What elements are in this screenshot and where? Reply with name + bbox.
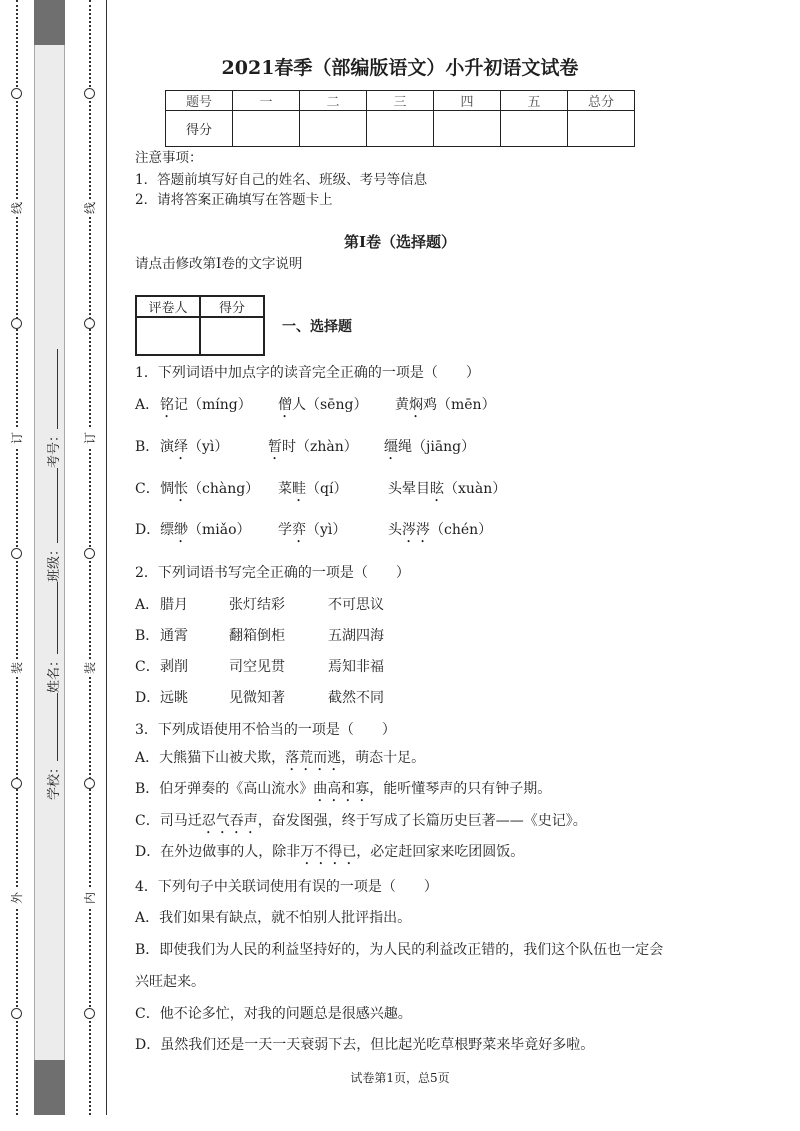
- question-stem: 1．下列词语中加点字的读音完全正确的一项是（ ）: [135, 365, 480, 381]
- option-word: 截然不同: [328, 690, 384, 706]
- option-text: 大熊猫下山被犬欺，: [159, 750, 286, 766]
- option-line: [135, 1005, 412, 1023]
- word-rest: （chén）: [430, 522, 493, 538]
- exam-number-label: 考号：: [47, 428, 62, 468]
- inner-circle-mark: [84, 318, 95, 329]
- score-header: 五: [501, 91, 568, 111]
- option-continuation: 兴旺起来。: [135, 974, 205, 990]
- score-header: 二: [300, 91, 367, 111]
- dotted-char: 畦: [292, 481, 306, 497]
- score-table: [165, 90, 635, 147]
- option-word: 五湖四海: [328, 628, 384, 644]
- inner-circle-mark: [84, 88, 95, 99]
- option-label: C．: [135, 481, 160, 497]
- inner-mark-nei: 内: [81, 889, 99, 907]
- option-word: [160, 396, 252, 421]
- question-stem: 2．下列词语书写完全正确的一项是（ ）: [135, 565, 410, 581]
- grader-box: [135, 295, 265, 356]
- word-rest: 时（zhàn）: [282, 439, 358, 455]
- option-label: C．: [135, 813, 160, 829]
- option-word: 远眺: [160, 690, 188, 706]
- dotted-char: 弈: [292, 522, 306, 538]
- grader-header: 评卷人: [136, 296, 200, 317]
- part-title: 第I卷（选择题）: [343, 233, 457, 251]
- option-text: ，萌态十足。: [341, 750, 426, 766]
- outer-circle-mark: [11, 778, 22, 789]
- word-rest: 鸡（mēn）: [423, 397, 496, 413]
- inner-circle-mark: [84, 778, 95, 789]
- option-label: B．: [135, 439, 160, 455]
- option-word: 见微知著: [229, 690, 285, 706]
- option-word: [395, 396, 496, 421]
- word-rest: 绳（jiāng）: [398, 439, 476, 455]
- word-pre: 头: [388, 522, 402, 538]
- option-text: 司马迁: [159, 813, 202, 829]
- option-line: [135, 780, 551, 798]
- option-word: 司空见贯: [229, 659, 285, 675]
- page-title: 2021春季（部编版语文）小升初语文试卷: [221, 57, 579, 79]
- name-label: 姓名：: [47, 653, 62, 693]
- dotted-char: 焖: [409, 397, 423, 413]
- dotted-idiom: 曲高和寡: [313, 781, 370, 797]
- option-label: D．: [135, 844, 161, 860]
- option-word: 翻箱倒柜: [229, 628, 285, 644]
- option-word: [278, 480, 347, 505]
- inner-mark-xian: 线: [81, 199, 99, 217]
- outer-mark-zhuang: 装: [8, 659, 26, 677]
- outer-circle-mark: [11, 1008, 22, 1019]
- option-line: [135, 812, 587, 830]
- word-rest: （xuàn）: [444, 481, 507, 497]
- option-word: 焉知非福: [328, 659, 384, 675]
- option-line: [135, 941, 663, 959]
- option-text: 他不论多忙，对我的问题总是很感兴趣。: [159, 1006, 412, 1022]
- part-description: 请点击修改第I卷的文字说明: [135, 256, 303, 272]
- option-label: D．: [135, 1037, 161, 1053]
- option-label: B．: [135, 628, 160, 644]
- inner-mark-ding: 订: [81, 429, 99, 447]
- option-label: A．: [135, 597, 160, 613]
- option-word: [388, 480, 506, 505]
- school-label: 学校：: [47, 760, 62, 800]
- option-text: 我们如果有缺点，就不怕别人批评指出。: [159, 910, 412, 926]
- option-line: [135, 1036, 594, 1054]
- inner-mark-zhuang: 装: [81, 659, 99, 677]
- option-label: C．: [135, 1006, 160, 1022]
- option-text: 在外边做事的人，除非: [160, 844, 301, 860]
- option-line: [135, 749, 425, 767]
- margin-line: [106, 0, 107, 1115]
- dotted-char: 怅: [174, 481, 188, 497]
- option-word: [160, 438, 228, 463]
- dotted-char: 缰: [384, 439, 398, 455]
- word-rest: 记（míng）: [174, 397, 252, 413]
- question-stem: 4．下列句子中关联词使用有误的一项是（ ）: [135, 879, 438, 895]
- student-info-fields: [45, 320, 65, 800]
- option-line: [135, 843, 524, 861]
- name-blank: [57, 582, 58, 654]
- option-text: ，能听懂琴声的只有钟子期。: [369, 781, 552, 797]
- word-pre: 头晕目: [388, 481, 430, 497]
- inner-circle-mark: [84, 548, 95, 559]
- outer-circle-mark: [11, 548, 22, 559]
- score-header: 一: [233, 91, 300, 111]
- option-text: 即使我们为人民的利益坚持好的，为人民的利益改正错的，我们这个队伍也一定会: [159, 942, 664, 958]
- word-rest: （miǎo）: [188, 522, 251, 538]
- option-word: [160, 480, 259, 505]
- dotted-char: 暂: [268, 439, 282, 455]
- question-stem: 3．下列成语使用不恰当的一项是（ ）: [135, 722, 396, 738]
- outer-circle-mark: [11, 318, 22, 329]
- word-pre: 演: [160, 439, 174, 455]
- outer-circle-mark: [11, 88, 22, 99]
- score-header: 题号: [166, 91, 233, 111]
- word-rest: 人（sēng）: [292, 397, 368, 413]
- word-pre: 惆: [160, 481, 174, 497]
- class-blank: [57, 468, 58, 543]
- score-cell: [501, 111, 568, 147]
- option-text: 伯牙弹奏的《高山流水》: [159, 781, 314, 797]
- dotted-idiom: 万不得已: [300, 844, 357, 860]
- word-pre: 菜: [278, 481, 292, 497]
- dotted-char: 铭: [160, 397, 174, 413]
- outer-mark-ding: 订: [8, 429, 26, 447]
- school-blank: [57, 693, 58, 761]
- word-pre: 黄: [395, 397, 409, 413]
- score-cell: [233, 111, 300, 147]
- option-label: D．: [135, 522, 161, 538]
- option-word: [384, 438, 475, 463]
- dotted-char: 缈: [174, 522, 188, 538]
- exam-number-blank: [57, 349, 58, 429]
- dotted-char: 眩: [430, 481, 444, 497]
- option-word: [278, 521, 346, 546]
- outer-mark-xian: 线: [8, 199, 26, 217]
- score-header: 总分: [568, 91, 635, 111]
- word-pre: 学: [278, 522, 292, 538]
- word-rest: （yì）: [306, 522, 347, 538]
- class-label: 班级：: [47, 542, 62, 582]
- score-cell: [300, 111, 367, 147]
- binding-strip-bottom: [34, 1060, 65, 1115]
- notes-heading: 注意事项：: [135, 150, 203, 166]
- inner-circle-mark: [84, 1008, 95, 1019]
- option-label: D．: [135, 690, 161, 706]
- option-word: 通霄: [160, 628, 188, 644]
- word-rest: （qí）: [306, 481, 348, 497]
- dotted-idiom: 落荒而逃: [285, 750, 342, 766]
- option-text: ，必定赶回家来吃团圆饭。: [356, 844, 525, 860]
- option-label: C．: [135, 659, 160, 675]
- page-footer: 试卷第1页，总5页: [350, 1071, 450, 1085]
- score-header: 四: [434, 91, 501, 111]
- option-line: [135, 909, 411, 927]
- option-word: [388, 521, 492, 546]
- score-header: 三: [367, 91, 434, 111]
- option-word: [278, 396, 367, 421]
- option-text: ，奋发图强，终于写成了长篇历史巨著——《史记》。: [257, 813, 587, 829]
- score-row-label: 得分: [166, 111, 233, 147]
- option-label: A．: [135, 910, 160, 926]
- option-word: 剥削: [160, 659, 188, 675]
- grader-score-cell: [200, 317, 264, 355]
- option-word: 不可思议: [328, 597, 384, 613]
- score-cell: [568, 111, 635, 147]
- option-label: A．: [135, 750, 160, 766]
- option-word: 腊月: [160, 597, 188, 613]
- word-pre: 缥: [160, 522, 174, 538]
- dotted-char: 僧: [278, 397, 292, 413]
- word-rest: （chàng）: [188, 481, 260, 497]
- score-cell: [367, 111, 434, 147]
- score-cell: [434, 111, 501, 147]
- notes-item: 1．答题前填写好自己的姓名、班级、考号等信息: [135, 172, 428, 188]
- outer-mark-wai: 外: [8, 889, 26, 907]
- option-label: A．: [135, 397, 160, 413]
- binding-strip-top: [34, 0, 65, 45]
- option-word: 张灯结彩: [229, 597, 285, 613]
- grader-cell: [136, 317, 200, 355]
- dotted-char: 涔涔: [402, 522, 430, 538]
- word-rest: （yì）: [188, 439, 229, 455]
- option-label: B．: [135, 942, 160, 958]
- notes-item: 2．请将答案正确填写在答题卡上: [135, 192, 333, 208]
- grader-score-header: 得分: [200, 296, 264, 317]
- option-word: [160, 521, 251, 546]
- option-label: B．: [135, 781, 160, 797]
- section-heading: 一、选择题: [282, 319, 352, 335]
- dotted-char: 绎: [174, 439, 188, 455]
- dotted-idiom: 忍气吞声: [201, 813, 258, 829]
- option-word: [268, 438, 358, 463]
- option-text: 虽然我们还是一天一天衰弱下去，但比起光吃草根野菜来毕竟好多啦。: [160, 1037, 595, 1053]
